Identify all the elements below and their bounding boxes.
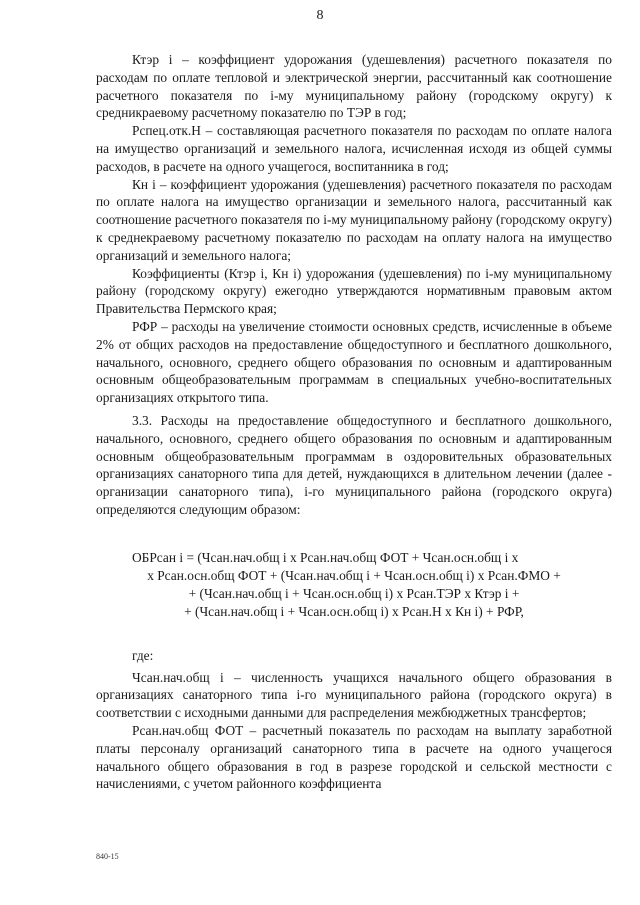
formula-line: х Рсан.осн.общ ФОТ + (Чсан.нач.общ i + Чсан.осн.общ i) х Рсан.ФМО +: [147, 567, 561, 583]
paragraph-coefficients: Коэффициенты (Ктэр i, Кн i) удорожания (удешевления) по i-му муниципальному району (городскому округу) ежегодно утверждаются нормативным правовым актом Правительства Пермского края;: [96, 265, 612, 317]
document-body: [96, 51, 612, 793]
formula-line: + (Чсан.нач.общ i + Чсан.осн.общ i) х Рсан.ТЭР х Ктэр i +: [188, 585, 520, 601]
formula-obrsan: [96, 549, 612, 621]
definition-chsan-nach: Чсан.нач.общ i – численность учащихся начального общего образования в организациях санаторного типа i-го муниципального района (городского округа) в соответствии с исходными данными для распределения межбюджетных трансфертов;: [96, 669, 612, 721]
paragraph-kn-definition: Кн i – коэффициент удорожания (удешевления) расчетного показателя по расходам по оплате налога на имущество организации и земельного налога, рассчитанный как соотношение расчетного показателя по i-му муниципальному району (городскому округу) к среднекраевому расчетному показателю по расходам на оплату налога на имущество организаций и земельного налога;: [96, 176, 612, 263]
page-number: 8: [316, 8, 324, 23]
paragraph-kter-definition: Ктэр i – коэффициент удорожания (удешевления) расчетного показателя по расходам по оплате тепловой и электрической энергии, рассчитанный как соотношение расчетного показателя по i-му муниципальному району (городскому округу) к средникраевому расчетному показателю по ТЭР в год;: [96, 52, 612, 121]
paragraph-section-3-3: 3.3. Расходы на предоставление общедоступного и бесплатного дошкольного, начального, основного, среднего общего образования по основным и адаптированным основным общеобразовательным программам в оздоровительных образовательных организациях санаторного типа для детей, нуждающихся в длительном лечении (далее - организации санаторного типа), i-го муниципального района (городского округа) определяются следующим образом:: [96, 412, 612, 517]
footer-document-code: 840-15: [96, 852, 119, 861]
formula-line: + (Чсан.нач.общ i + Чсан.осн.общ i) х Рсан.Н х Кн i) + РФР,: [184, 603, 524, 619]
formula-line: ОБРсан i = (Чсан.нач.общ i х Рсан.нач.общ ФОТ + Чсан.осн.общ i х: [132, 549, 519, 565]
paragraph-rspec-definition: Рспец.отк.Н – составляющая расчетного показателя по расходам по оплате налога на имущество организаций и земельного налога, исчисленная исходя из общей суммы расходов, в расчете на одного учащегося, воспитанника в год;: [96, 123, 612, 174]
definition-rsan-nach-fot: Рсан.нач.общ ФОТ – расчетный показатель по расходам на выплату заработной платы персоналу организаций санаторного типа в расчете на одного учащегося начального общего образования в год в разрезе городской и сельской местности с начислениями, с учетом районного коэффициента: [96, 722, 612, 792]
paragraph-rfr-definition: РФР – расходы на увеличение стоимости основных средств, исчисленные в объеме 2% от общих расходов на предоставление общедоступного и бесплатного дошкольного, начального, основного, среднего общего образования по основным и адаптированным основным общеобразовательным программам в специальных учебно-воспитательных организациях открытого типа.: [96, 318, 612, 406]
where-label: где:: [132, 647, 154, 663]
